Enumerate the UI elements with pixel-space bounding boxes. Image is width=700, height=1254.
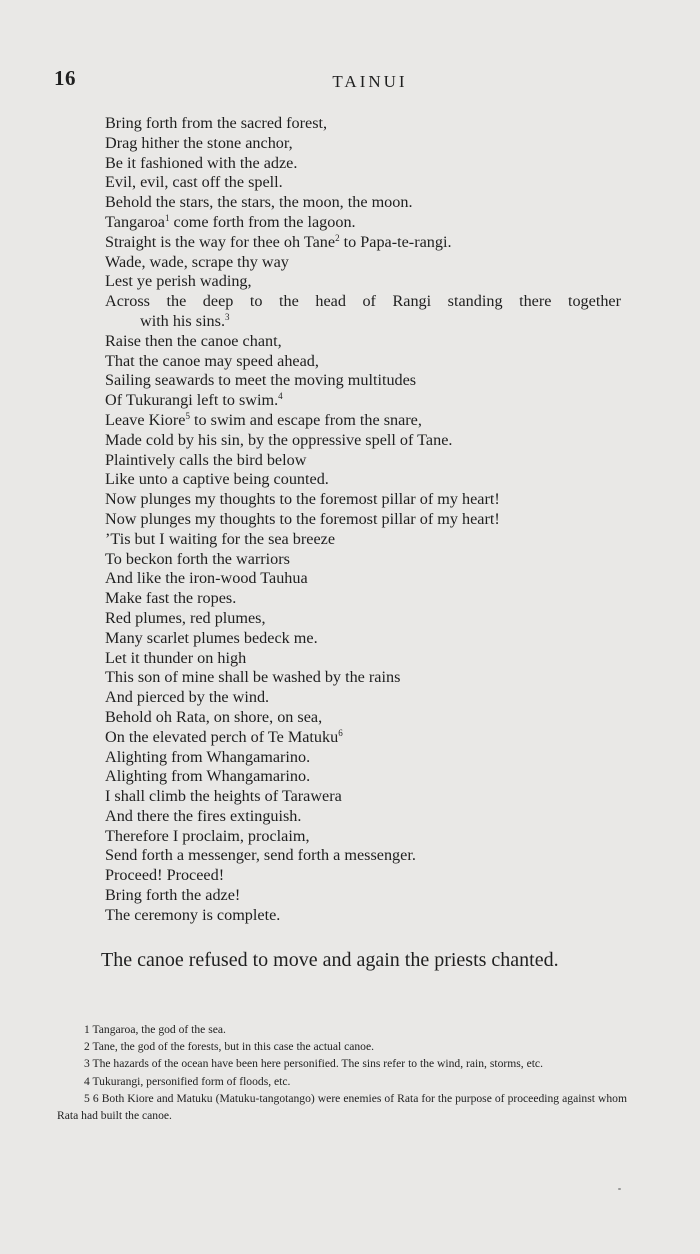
footnote-ref: 3 — [225, 311, 230, 322]
poem-line-text: Evil, evil, cast off the spell. — [105, 173, 283, 192]
poem-line — [105, 213, 635, 233]
poem-line — [105, 490, 635, 510]
poem-line — [105, 609, 635, 629]
footnote — [57, 1073, 627, 1090]
footnotes — [57, 1021, 627, 1124]
prose-paragraph — [57, 946, 627, 974]
poem-line — [105, 767, 635, 787]
poem-line-text: Leave Kiore — [105, 410, 186, 429]
poem-line — [105, 173, 635, 193]
poem-line-text: That the canoe may speed ahead, — [105, 351, 319, 370]
poem-line — [105, 134, 635, 154]
poem-line — [105, 886, 635, 906]
poem-line-text: Now plunges my thoughts to the foremost pillar of my heart! — [105, 509, 500, 528]
poem-line — [105, 748, 635, 768]
poem-line — [105, 649, 635, 669]
poem-line-text: Send forth a messenger, send forth a messenger. — [105, 846, 416, 865]
poem-line — [105, 569, 635, 589]
poem-line — [105, 708, 635, 728]
footnote-marker: 2 — [84, 1040, 90, 1054]
poem-line-text: Sailing seawards to meet the moving multitudes — [105, 371, 417, 390]
poem-line-text-continued: to swim and escape from the snare, — [189, 410, 422, 429]
poem-line — [105, 629, 635, 649]
poem-line-text: And there the fires extinguish. — [105, 806, 302, 825]
footnote — [57, 1038, 627, 1055]
poem-line-text: Raise then the canoe chant, — [105, 331, 282, 350]
footnote-marker: 3 — [84, 1057, 90, 1071]
poem-line-text: Plaintively calls the bird below — [105, 450, 307, 469]
footnote — [57, 1021, 627, 1038]
poem-line — [105, 668, 635, 688]
poem-line-text: Tangaroa — [105, 212, 165, 231]
poem-line — [105, 530, 635, 550]
poem-line — [105, 787, 635, 807]
poem-line-text: Many scarlet plumes bedeck me. — [105, 628, 318, 647]
poem-line-text: Of Tukurangi left to swim. — [105, 391, 279, 410]
poem-line — [105, 371, 635, 391]
footnote-ref: 5 — [185, 410, 190, 421]
page-number: 16 — [54, 66, 76, 90]
poem-line — [105, 431, 635, 451]
poem-line-text: The ceremony is complete. — [105, 905, 281, 924]
poem-line-text: Proceed! Proceed! — [105, 866, 225, 885]
poem-line-text: Therefore I proclaim, proclaim, — [105, 826, 310, 845]
poem-line-text: Lest ye perish wading, — [105, 272, 252, 291]
footnote-ref: 4 — [278, 391, 283, 402]
poem-chant — [105, 114, 635, 926]
poem-line-text: Bring forth from the sacred forest, — [105, 114, 328, 132]
poem-line-text: Be it fashioned with the adze. — [105, 153, 298, 172]
footnote-marker: 5 6 — [84, 1091, 99, 1105]
poem-line-text-continued: come forth from the lagoon. — [169, 212, 356, 231]
poem-line-text: Make fast the ropes. — [105, 589, 237, 608]
poem-line-text: Made cold by his sin, by the oppressive spell of Tane. — [105, 430, 453, 449]
footnote-text: Tukurangi, personified form of floods, etc. — [92, 1074, 291, 1088]
poem-line-text: And like the iron-wood Tauhua — [105, 569, 308, 588]
footnote-marker: 4 — [84, 1074, 90, 1088]
poem-line — [105, 114, 635, 134]
poem-line-text: ’Tis but I waiting for the sea breeze — [105, 529, 336, 548]
prose-text: The canoe refused to move and again the priests chanted. — [101, 949, 559, 971]
poem-line — [105, 272, 635, 292]
footnote-ref: 6 — [338, 727, 343, 738]
poem-line — [105, 728, 635, 748]
poem-line — [105, 510, 635, 530]
poem-line-text: On the elevated perch of Te Matuku — [105, 727, 339, 746]
footnote-text: The hazards of the ocean have been here personified. The sins refer to the wind, rain, storms, etc. — [92, 1057, 543, 1071]
poem-line — [105, 292, 621, 312]
poem-line — [105, 589, 635, 609]
poem-line-text: with his sins. — [140, 311, 226, 330]
poem-line — [105, 332, 635, 352]
poem-line-text: Drag hither the stone anchor, — [105, 133, 293, 152]
poem-line-text: Now plunges my thoughts to the foremost pillar of my heart! — [105, 490, 500, 509]
poem-line-text: Let it thunder on high — [105, 648, 247, 667]
poem-line — [105, 688, 635, 708]
footnote-text: Tane, the god of the forests, but in this case the actual canoe. — [92, 1040, 375, 1054]
poem-line — [105, 866, 635, 886]
poem-line — [105, 253, 635, 273]
poem-line — [105, 411, 635, 431]
footnote — [57, 1090, 627, 1124]
footnote — [57, 1055, 627, 1072]
poem-line-text-continued: to Papa-te-rangi. — [339, 232, 452, 251]
footnote-ref: 1 — [164, 212, 170, 223]
poem-line-text: Straight is the way for thee oh Tane — [105, 232, 336, 251]
poem-line — [105, 846, 635, 866]
poem-line-text: Red plumes, red plumes, — [105, 608, 266, 627]
poem-line-text: Behold the stars, the stars, the moon, the moon. — [105, 193, 413, 212]
footnote-text: Tangaroa, the god of the sea. — [92, 1023, 226, 1036]
poem-line — [105, 827, 635, 847]
footnote-text: Both Kiore and Matuku (Matuku-tangotango) were enemies of Rata for the purpose of proceeding against whom Rata had built the canoe. — [57, 1091, 627, 1123]
poem-line-text: Like unto a captive being counted. — [105, 470, 329, 489]
poem-line-text: To beckon forth the warriors — [105, 549, 290, 568]
footnote-ref: 2 — [335, 232, 340, 243]
poem-line — [105, 470, 635, 490]
poem-line — [105, 807, 635, 827]
poem-line-text: This son of mine shall be washed by the rains — [105, 668, 401, 687]
poem-line — [105, 154, 635, 174]
poem-line-text: Wade, wade, scrape thy way — [105, 252, 289, 271]
running-head-title: TAINUI — [332, 72, 408, 91]
footnote-marker: 1 — [84, 1023, 90, 1036]
poem-line — [105, 550, 635, 570]
poem-line — [105, 233, 635, 253]
poem-line-text: Bring forth the adze! — [105, 886, 241, 905]
poem-line — [105, 906, 635, 926]
poem-line-text: I shall climb the heights of Tarawera — [105, 787, 342, 806]
poem-line-text: And pierced by the wind. — [105, 688, 270, 707]
poem-line — [105, 193, 635, 213]
poem-line-text: Behold oh Rata, on shore, on sea, — [105, 707, 323, 726]
poem-line-text: Across the deep to the head of Rangi standing there together — [105, 292, 621, 311]
poem-line — [105, 391, 635, 411]
poem-line — [105, 352, 635, 372]
paper-speck — [618, 1188, 621, 1190]
poem-line — [105, 312, 635, 332]
poem-line-text: Alighting from Whangamarino. — [105, 747, 311, 766]
poem-line-text: Alighting from Whangamarino. — [105, 767, 311, 786]
poem-line — [105, 451, 635, 471]
